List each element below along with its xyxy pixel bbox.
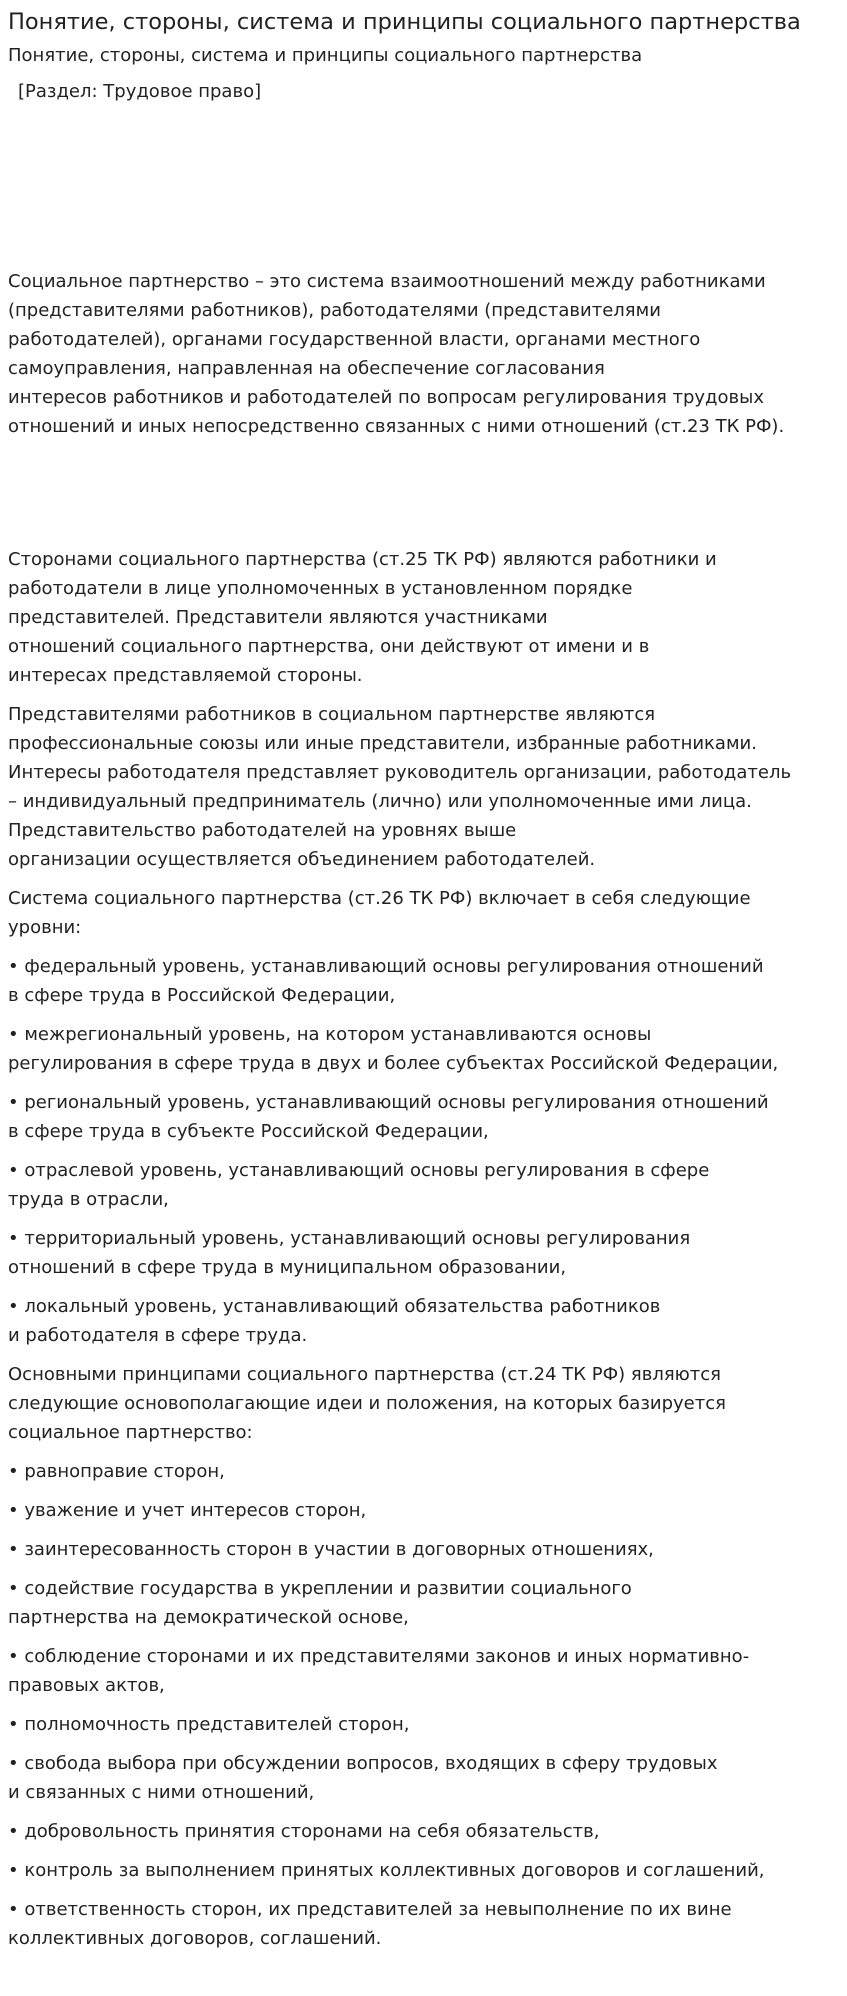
- list-item: • локальный уровень, устанавливающий обязательства работников и работодателя в сфере труда.: [8, 1296, 661, 1346]
- list-item: • равноправие сторон,: [8, 1461, 225, 1482]
- list-item: • уважение и учет интересов сторон,: [8, 1500, 367, 1521]
- section-tag: [Раздел: Трудовое право]: [18, 81, 262, 102]
- list-item: • заинтересованность сторон в участии в договорных отношениях,: [8, 1539, 654, 1560]
- list-item: • ответственность сторон, их представителей за невыполнение по их вине коллективных договоров, соглашений.: [8, 1899, 732, 1949]
- list-item: • содействие государства в укреплении и развитии социального партнерства на демократической основе,: [8, 1578, 632, 1628]
- list-item: • добровольность принятия сторонами на себя обязательств,: [8, 1821, 600, 1842]
- empty-space: [8, 451, 839, 545]
- principles-paragraph: Основными принципами социального партнерства (ст.24 ТК РФ) являются следующие основополагающие идеи и положения, на которых базируется социальное партнерство:: [8, 1364, 726, 1443]
- levels-list: [8, 952, 839, 1350]
- page-subtitle: Понятие, стороны, система и принципы социального партнерства: [8, 45, 643, 66]
- list-item: • территориальный уровень, устанавливающий основы регулирования отношений в сфере труда в муниципальном образовании,: [8, 1228, 691, 1278]
- list-item: • свобода выбора при обсуждении вопросов, входящих в сферу трудовых и связанных с ними отношений,: [8, 1753, 718, 1803]
- list-item: • региональный уровень, устанавливающий основы регулирования отношений в сфере труда в субъекте Российской Федерации,: [8, 1092, 769, 1142]
- list-item: • соблюдение сторонами и их представителями законов и иных нормативно- правовых актов,: [8, 1646, 750, 1696]
- list-item: • контроль за выполнением принятых коллективных договоров и соглашений,: [8, 1860, 765, 1881]
- empty-space: [8, 105, 839, 267]
- definition-paragraph: Социальное партнерство – это система взаимоотношений между работниками (представителями работников), работодателями (представителями работодателей), органами государственной власти, органами местного самоуправления, направленная на обеспечение согласования интересов работников и работодателей по вопросам регулирования трудовых отношений и иных непосредственно связанных с ними отношений (ст.23 ТК РФ).: [8, 271, 785, 437]
- list-item: • межрегиональный уровень, на котором устанавливаются основы регулирования в сфере труда в двух и более субъектах Российской Федерации,: [8, 1024, 779, 1074]
- system-paragraph: Система социального партнерства (ст.26 ТК РФ) включает в себя следующие уровни:: [8, 888, 751, 938]
- article-body: [8, 267, 839, 1953]
- list-item: • полномочность представителей сторон,: [8, 1714, 410, 1735]
- parties-paragraph: Сторонами социального партнерства (ст.25 ТК РФ) являются работники и работодатели в лице уполномоченных в установленном порядке представителей. Представители являются участниками отношений социального партнерства, они действуют от имени и в интересах представляемой стороны.: [8, 549, 717, 686]
- list-item: • отраслевой уровень, устанавливающий основы регулирования в сфере труда в отрасли,: [8, 1160, 710, 1210]
- principles-list: [8, 1457, 839, 1953]
- representatives-paragraph: Представителями работников в социальном партнерстве являются профессиональные союзы или иные представители, избранные работниками. Интересы работодателя представляет руководитель организации, работодатель – индивидуальный предприниматель (лично) или уполномоченные ими лица. Представительство работодателей на уровнях выше организации осуществляется объединением работодателей.: [8, 704, 792, 870]
- list-item: • федеральный уровень, устанавливающий основы регулирования отношений в сфере труда в Российской Федерации,: [8, 956, 764, 1006]
- page-title: Понятие, стороны, система и принципы социального партнерства: [8, 9, 801, 35]
